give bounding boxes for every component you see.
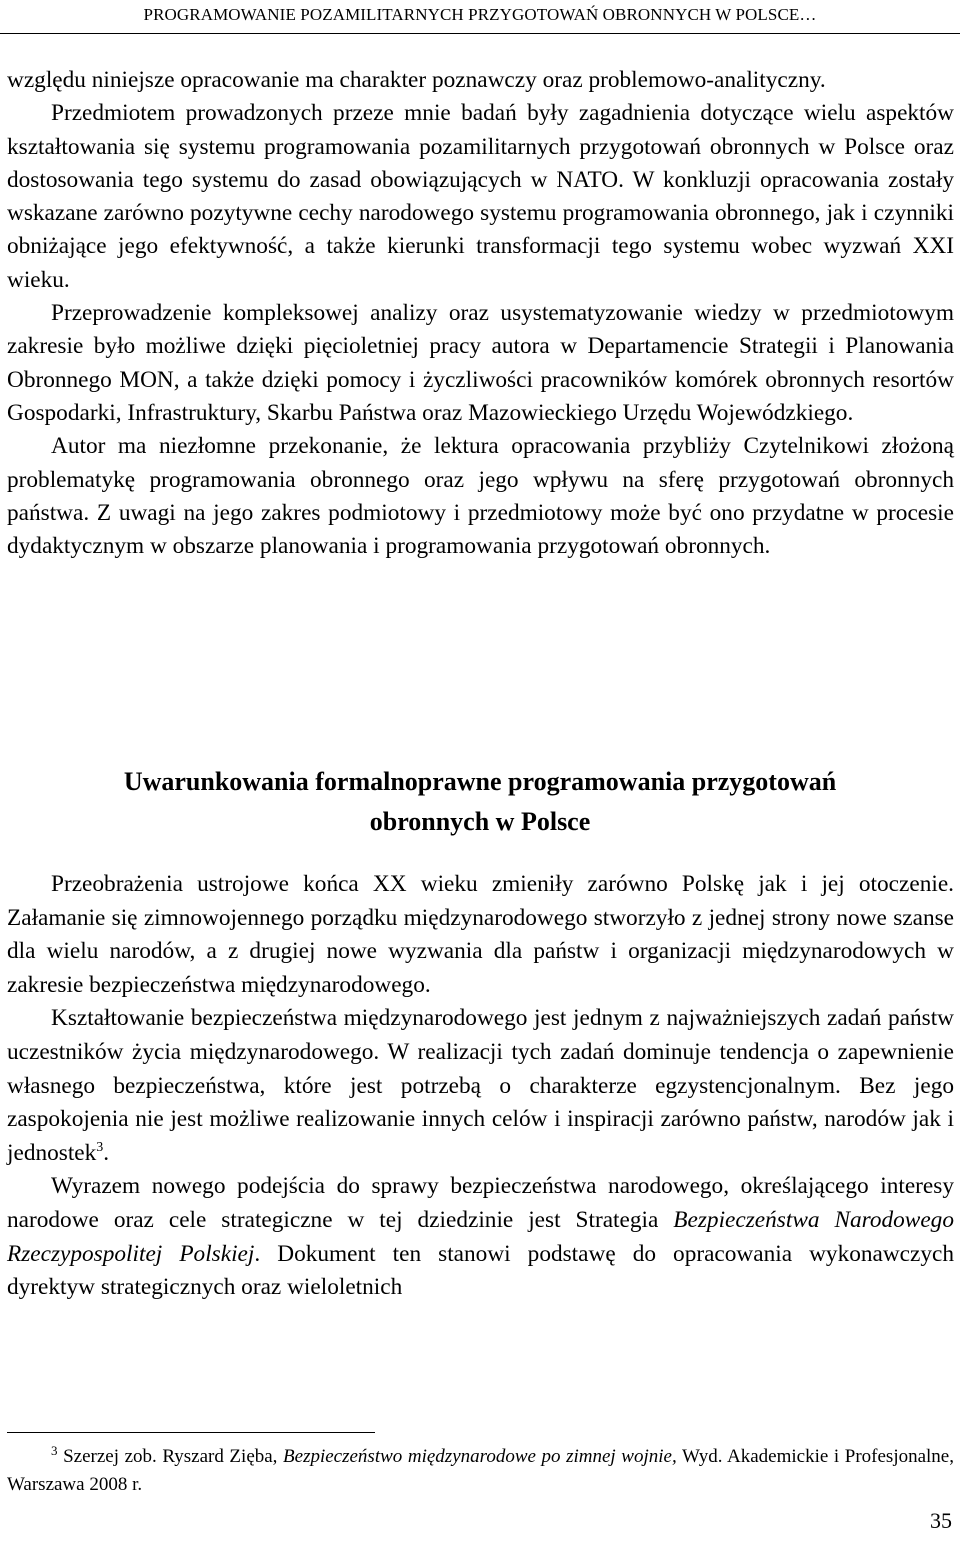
section-paragraph-3b: . Dokument ten stanowi podstawę do opracowania wykonawczych dyrektyw strategicznych oraz wieloletnich [7,1240,954,1301]
footnote-book-title: Bezpieczeństwo międzynarodowe po zimnej wojnie, [283,1446,677,1467]
section-paragraph-1a: Przeobrażenia ustrojowe końca XX wieku zmieniły zarówno Polskę jak i jej otoczenie. [51,871,954,897]
section-heading-line-1: Uwarunkowania formalnoprawne programowania przygotowań [123,767,837,796]
section-paragraph-3 [7,1170,954,1304]
section-paragraph-1b: Załamanie się zimnowojennego porządku międzynarodowego stworzyło z jednej strony nowe szanse dla wielu narodów, a z drugiej nowe wyzwania dla państw i organizacji międzynarodowych w zakresie bezpieczeństwa międzynarodowego. [7,904,954,998]
footnote-number: 3 [51,1443,58,1458]
section-paragraph-3a: Wyrazem nowego podejścia do sprawy bezpieczeństwa narodowego, określającego interesy narodowe oraz cele strategiczne w tej dziedzinie jest [7,1173,954,1233]
footnote-reference[interactable]: 3 [96,1139,104,1155]
section-text [7,868,954,1305]
strategy-word: Strategia [575,1206,674,1233]
intro-paragraph-1: względu niniejsze opracowanie ma charakter poznawczy oraz problemowo-analityczny. [7,67,826,93]
footnote-paragraph [7,1443,954,1499]
intro-paragraph-4a: Autor ma niezłomne przekonanie, że lektura opracowania przybliży Czytelnikowi złożoną problematykę programowania obronnego oraz jego wpływu na sferę przygotowań obronnych państwa. [7,433,954,526]
section-paragraph-2-end: . [103,1139,110,1166]
footnote-text-a: Szerzej zob. Ryszard Zięba, [57,1446,284,1467]
strategy-document-title: Bezpieczeństwa Narodowego Rzeczypospolitej Polskiej [7,1206,954,1267]
intro-paragraph-2a: Przedmiotem prowadzonych przeze mnie badań były zagadnienia dotyczące wielu aspektów kształtowania się systemu programowania pozamilitarnych przygotowań obronnych w Polsce oraz dostosowania tego systemu do zasad obowiązujących w NATO. [7,100,954,193]
running-title: PROGRAMOWANIE POZAMILITARNYCH PRZYGOTOWAŃ OBRONNYCH W POLSCE… [143,5,817,24]
section-paragraph-1 [7,868,954,1002]
footnote-divider [7,1432,375,1433]
intro-paragraph-3: Przeprowadzenie kompleksowej analizy oraz usystematyzowanie wiedzy w przedmiotowym zakresie było możliwe dzięki pięcioletniej pracy autora w Departamencie Strategii i Planowania Obronnego MON, a także dzięki pomocy i życzliwości pracowników komórek obronnych resortów Gospodarki, Infrastruktury, Skarbu Państwa oraz Mazowieckiego Urzędu Wojewódzkiego. [7,300,954,426]
footnote [7,1443,954,1499]
footnote-text-b: Wyd. Akademickie i Profesjonalne, Warszawa 2008 r. [7,1446,954,1495]
intro-paragraph-4b: Z uwagi na jego zakres podmiotowy i przedmiotowy może być ono przydatne w procesie dydaktycznym w obszarze planowania i programowania przygotowań obronnych. [7,499,954,560]
section-paragraph-2 [7,1002,954,1170]
section-heading [0,762,960,842]
intro-paragraph-4 [7,430,954,563]
intro-paragraph-2b: W konkluzji opracowania zostały wskazane zarówno pozytywne cechy narodowego systemu programowania obronnego, jak i czynniki obniżające jego efektywność, a także kierunki transformacji tego systemu wobec wyzwań XXI wieku. [7,166,954,293]
intro-text [7,64,954,563]
page-number: 35 [930,1508,952,1533]
section-heading-line-2: obronnych w Polsce [369,807,591,836]
intro-paragraph-2 [7,97,954,297]
running-header [0,0,960,34]
section-paragraph-2c: Bez jego zaspokojenia nie jest możliwe realizowanie innych celów i inspiracji zarówno państw, narodów jak i jednostek [7,1072,954,1166]
section-paragraph-2b: W realizacji tych zadań dominuje tendencja o zapewnienie własnego bezpieczeństwa, które jest potrzebą o charakterze egzystencjonalnym. [7,1038,954,1099]
section-paragraph-2a: Kształtowanie bezpieczeństwa międzynarodowego jest jednym z najważniejszych zadań państw uczestników życia międzynarodowego. [7,1005,954,1065]
